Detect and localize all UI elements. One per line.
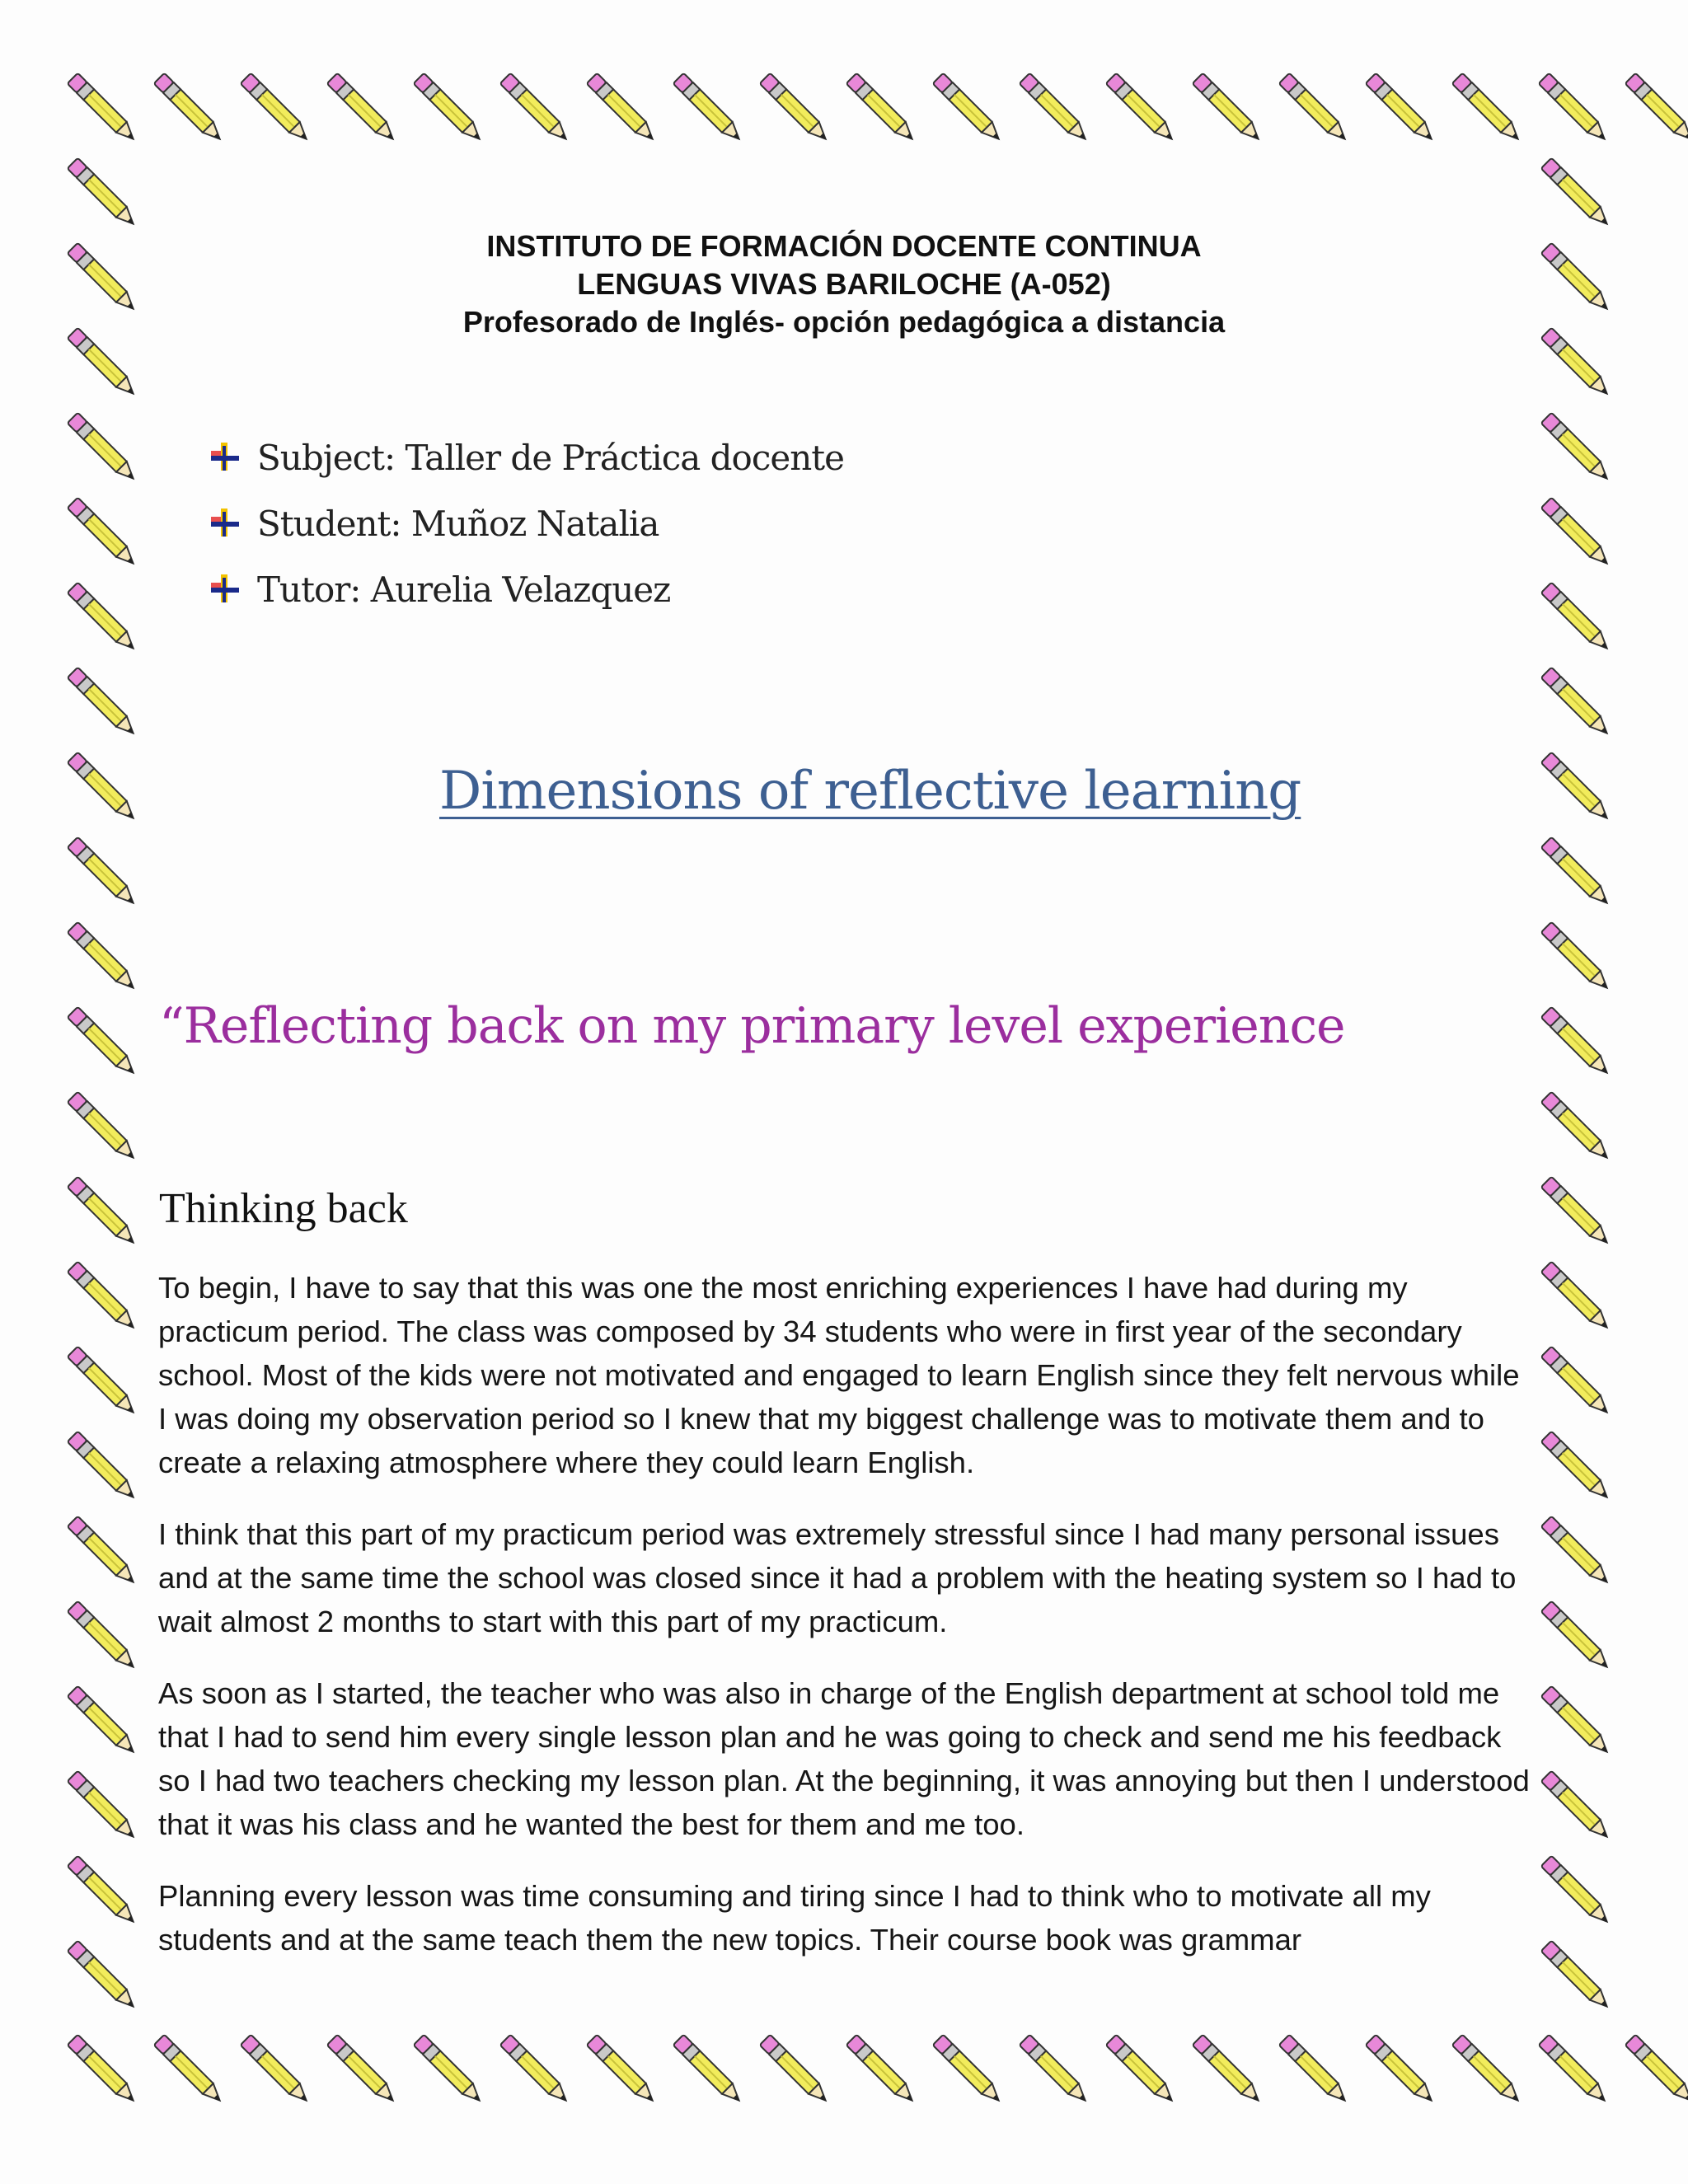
paragraph: As soon as I started, the teacher who was also in charge of the English department at school told me that I had to send him every single lesson plan and he was going to check and send me his feedback so I had two teachers checking my lesson plan. At the beginning, it was annoying but then I understood that it was his class and he wanted the best for them and me too.: [158, 1676, 1530, 1841]
info-item-student: [208, 490, 844, 556]
bullet-cross-icon: [208, 573, 241, 606]
paragraph: Planning every lesson was time consuming and tiring since I had to think who to motivate all my students and at the same teach them the new topics. Their course book was grammar: [158, 1879, 1431, 1957]
main-title: Dimensions of reflective learning: [439, 761, 1301, 822]
info-item-subject: [208, 424, 844, 490]
info-item-tutor: [208, 556, 844, 622]
paragraph: To begin, I have to say that this was one the most enriching experiences I have had during my practicum period. The class was composed by 34 students who were in first year of the secondary school. Most of the kids were not motivated and engaged to learn English since they felt nervous while I was doing my observation period so I knew that my biggest challenge was to motivate them and to create a relaxing atmosphere where they could learn English.: [158, 1271, 1520, 1479]
tutor-text: Tutor: Aurelia Velazquez: [257, 569, 671, 610]
student-text: Student: Muñoz Natalia: [257, 503, 659, 544]
program-name: Profesorado de Inglés- opción pedagógica a distancia: [462, 305, 1226, 339]
bullet-cross-icon: [208, 441, 241, 474]
institution-school: LENGUAS VIVAS BARILOCHE (A-052): [577, 267, 1111, 301]
paragraph: I think that this part of my practicum period was extremely stressful since I had many personal issues and at the same time the school was closed since it had a problem with the heating system so I had to wait almost 2 months to start with this part of my practicum.: [158, 1517, 1517, 1638]
body-text: [158, 1266, 1535, 1990]
section-title: Thinking back: [159, 1185, 408, 1232]
institution-header: [148, 227, 1540, 341]
info-list: [208, 424, 844, 622]
bullet-cross-icon: [208, 507, 241, 540]
subject-text: Subject: Taller de Práctica docente: [257, 437, 844, 478]
quote-title: “Reflecting back on my primary level experience: [159, 997, 1345, 1055]
institution-name: INSTITUTO DE FORMACIÓN DOCENTE CONTINUA: [486, 229, 1202, 263]
